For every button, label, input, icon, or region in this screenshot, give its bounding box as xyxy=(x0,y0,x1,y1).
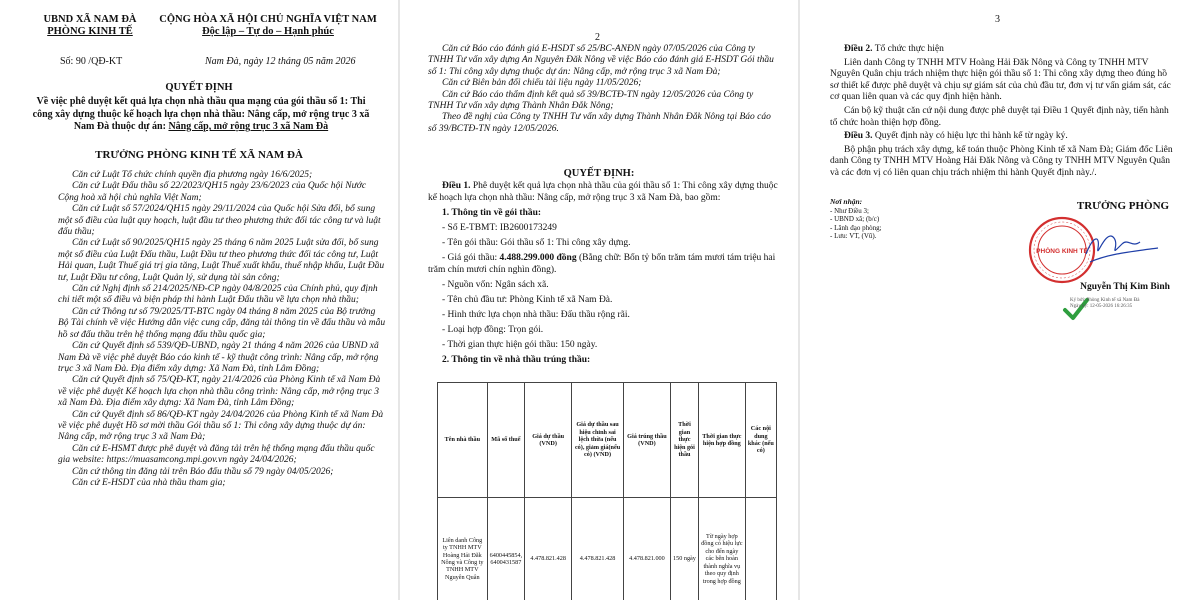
table-header-cell: Mã số thuế xyxy=(487,383,524,498)
legal-basis: Căn cứ Thông tư số 79/2025/TT-BTC ngày 04 tháng 8 năm 2025 của Bộ trưởng Bộ Tài chính về việc Hướng dẫn việc cung cấp, đăng tải thông tin về đấu thầu và mẫu hồ sơ đấu thầu trên hệ thống mạng đấu thầu quốc gia; xyxy=(58,306,386,340)
price-value: 4.488.299.000 đồng xyxy=(499,252,577,263)
table-cell: 150 ngày xyxy=(670,498,698,600)
legal-basis: Căn cứ Quyết định số 539/QĐ-UBND, ngày 21 tháng 4 năm 2026 của UBND xã Nam Đà về việc phê duyệt Báo cáo kinh tế - kỹ thuật công trình: Nâng cấp, mở rộng trục 3 xã Nam Đà. Địa điểm xây dựng: Xã Nam Đà, tỉnh Lâm Đồng; xyxy=(58,341,379,374)
table-header-cell: Thời gian thực hiện gói thầu xyxy=(670,383,698,498)
table-cell: 4.478.821.000 xyxy=(623,498,670,600)
legal-basis: Căn cứ Luật số 90/2025/QH15 ngày 25 tháng 6 năm 2025 Luật sửa đổi, bổ sung một số điều của Luật Đấu thầu, Luật Đầu tư theo phương thức đối tác công tư, Luật Hải quan, Luật Thuế giá trị gia tăng, Luật Thuế xuất khẩu, thuế nhập khẩu, Luật Đầu tư, Luật Đầu tư công, Luật Quản lý, sử dụng tài sản công; xyxy=(58,238,385,283)
section-2-title: 2. Thông tin về nhà thầu trúng thầu: xyxy=(442,355,591,366)
legal-basis: Căn cứ thông tin đăng tải trên Báo đấu thầu số 79 ngày 04/05/2026; xyxy=(72,466,334,477)
articles-2-3 xyxy=(830,44,1176,182)
table-header-cell: Giá trúng thầu (VND) xyxy=(623,383,670,498)
table-row xyxy=(438,498,777,600)
document-page-2 xyxy=(400,0,798,600)
table-header-cell: Giá dự thầu (VND) xyxy=(525,383,572,498)
decision-subject xyxy=(20,96,382,134)
legal-basis: Theo đề nghị của Công ty TNHH Tư vấn xây dựng Thành Nhân Đắk Nông tại Báo cáo số 39/BCTĐ-TN ngày 12/05/2026. xyxy=(428,112,771,134)
recipients-title: Nơi nhận: xyxy=(830,197,863,206)
legal-basis: Căn cứ Báo cáo thẩm định kết quả số 39/BCTĐ-TN ngày 12/05/2026 của Công ty TNHH Tư vấn xây dựng Thành Nhân Đắk Nông; xyxy=(428,89,754,112)
recipient-item: - UBND xã; (b/c) xyxy=(830,215,880,224)
subject-line-2: công xây dựng thuộc kế hoạch lựa chọn nhà thầu: Nâng cấp, mở rộng trục 3 xã xyxy=(32,108,370,120)
article-2-para-1: Liên danh Công ty TNHH MTV Hoàng Hải Đăk Nông và Công ty TNHH MTV Nguyên Quân chịu trách nhiệm thực hiện gói thầu số 1: Thi công xây dựng theo đúng hồ sơ thiết kế được phê duyệt và chịu sự giám sát của chủ đầu tư, đơn vị tư vấn giám sát, các cơ quan liên quan và các quy định hiện hành. xyxy=(830,57,1171,103)
funding-source: - Nguồn vốn: Ngân sách xã. xyxy=(442,279,549,290)
legal-basis: Căn cứ Quyết định số 75/QĐ-KT, ngày 21/4/2026 của Phòng Kinh tế xã Nam Đà về việc phê duyệt Kế hoạch lựa chọn nhà thầu công trình: Nâng cấp, mở rộng trục 3 xã Nam Đà. Địa điểm xây dựng: Xã Nam Đà, tỉnh Lâm Đồng; xyxy=(58,375,381,409)
section-1-title: 1. Thông tin về gói thầu: xyxy=(442,207,542,218)
digital-signature-info xyxy=(1026,298,1196,310)
subject-line-3b: Nâng cấp, mở rộng trục 3 xã Nam Đà xyxy=(168,121,329,132)
table-header-row xyxy=(438,383,777,498)
recipients-block xyxy=(830,198,990,241)
signer-title: TRƯỞNG PHÒNG xyxy=(1076,200,1170,212)
legal-basis: Căn cứ Báo cáo đánh giá E-HSDT số 25/BC-ANĐN ngày 07/05/2026 của Công ty TNHH Tư vấn xây dựng An Nguyên Đăk Nông về việc Báo cáo đánh giá E-HSDT Gói thầu số 1: Thi công xây dựng thuộc dự án: Nâng cấp, mở rộng trục 3 xã Nam Đà; xyxy=(428,44,774,77)
table-header-cell: Thời gian thực hiện hợp đồng xyxy=(698,383,745,498)
national-motto xyxy=(148,14,388,38)
decision-title: QUYẾT ĐỊNH xyxy=(165,82,233,93)
issuing-agency xyxy=(40,14,140,38)
motto-line-1: CỘNG HÒA XÃ HỘI CHỦ NGHĨA VIỆT NAM xyxy=(159,14,377,25)
recipient-item: - Lưu: VT, (Vũ). xyxy=(830,232,877,241)
article-1-intro xyxy=(428,181,778,204)
price-label: - Giá gói thầu: xyxy=(442,252,500,263)
table-cell: 6400445854, 6400431587 xyxy=(487,498,524,600)
legal-basis: Căn cứ Biên bản đối chiếu tài liệu ngày 11/05/2026; xyxy=(442,78,642,89)
table-cell: Từ ngày hợp đồng có hiệu lực cho đến ngày các bên hoàn thành nghĩa vụ theo quy định trong hợp đồng xyxy=(698,498,745,600)
table-cell: Liên danh Công ty TNHH MTV Hoàng Hải Đăk Nông và Công ty TNHH MTV Nguyên Quân xyxy=(438,498,488,600)
article-1-label: Điều 1. xyxy=(442,181,471,191)
legal-basis: Căn cứ Nghị định số 214/2025/NĐ-CP ngày 04/8/2025 của Chính phủ, quy định chi tiết một số điều và biện pháp thi hành Luật Đấu thầu về lựa chọn nhà thầu; xyxy=(58,284,378,306)
contract-type: - Loại hợp đồng: Trọn gói. xyxy=(442,324,544,335)
agency-name: UBND XÃ NAM ĐÀ xyxy=(43,14,137,25)
legal-bases-continued xyxy=(428,44,778,135)
table-cell: 4.478.821.428 xyxy=(525,498,572,600)
esign-date: Ngày ký: 12-05-2026 16:26:35 xyxy=(1070,304,1133,309)
place-date: Nam Đà, ngày 12 tháng 05 năm 2026 xyxy=(205,56,356,67)
subject-line-3a: Nam Đà thuộc dự án: xyxy=(73,121,169,132)
legal-basis: Căn cứ Luật Tổ chức chính quyền địa phương ngày 16/6/2025; xyxy=(72,170,313,180)
table-header-cell: Giá dự thầu sau hiệu chỉnh sai lệch thừa (nếu có), giảm giá(nếu có) (VND) xyxy=(572,383,624,498)
legal-basis: Căn cứ Luật số 57/2024/QH15 ngày 29/11/2024 của Quốc hội Sửa đổi, bổ sung một số điều của luật quy hoạch, luật đầu tư theo phương thức đối tác công tư và luật đấu thầu; xyxy=(58,204,381,238)
esign-signed-by: Ký bởi: Phòng Kinh tế xã Nam Đà xyxy=(1070,298,1140,303)
agency-department: PHÒNG KINH TẾ xyxy=(47,26,133,37)
article-3-label: Điều 3. xyxy=(844,131,873,142)
article-2-heading xyxy=(830,44,1176,56)
article-3-heading xyxy=(830,131,1176,143)
investor-name: - Tên chủ đầu tư: Phòng Kinh tế xã Nam Đà. xyxy=(442,294,613,305)
subject-line-1: Về việc phê duyệt kết quả lựa chọn nhà thầu qua mạng của gói thầu số 1: Thi xyxy=(36,96,366,107)
package-duration: - Thời gian thực hiện gói thầu: 150 ngày. xyxy=(442,340,598,351)
signer-name: Nguyễn Thị Kim Bình xyxy=(1080,282,1170,292)
article-3-para: Bộ phận phụ trách xây dựng, kế toán thuộc Phòng Kinh tế xã Nam Đà; Giám đốc Liên danh Công ty TNHH MTV Hoàng Hải Đăk Nông và Công ty TNHH MTV Nguyên Quân và các đơn vị có liên quan chịu trách nhiệm thi hành Quyết định này./. xyxy=(830,144,1173,178)
legal-bases-list xyxy=(58,170,388,489)
legal-basis: Căn cứ E-HSMT được phê duyệt và đăng tải trên hệ thống mạng đấu thầu quốc gia website: https://muasamcong.mpi.gov.vn ngày 24/04/2026; xyxy=(58,443,375,466)
price-in-words: (Bằng chữ: Bốn tỷ bốn trăm tám mươi tám triệu hai trăm chín mươi chín nghìn đồng). xyxy=(428,252,776,275)
motto-line-2: Độc lập – Tự do – Hạnh phúc xyxy=(202,26,334,37)
legal-basis: Căn cứ E-HSDT của nhà thầu tham gia; xyxy=(72,477,226,488)
handwritten-signature xyxy=(1086,236,1158,262)
page-number: 2 xyxy=(595,32,600,43)
authority-title: TRƯỞNG PHÒNG KINH TẾ XÃ NAM ĐÀ xyxy=(95,149,303,161)
table-cell: 4.478.821.428 xyxy=(572,498,624,600)
article-2-label: Điều 2. xyxy=(844,44,873,54)
package-name: - Tên gói thầu: Gói thầu số 1: Thi công xây dựng. xyxy=(442,237,631,248)
article-2-title: Tổ chức thực hiện xyxy=(872,44,944,54)
table-header-cell: Tên nhà thầu xyxy=(438,383,488,498)
document-page-3 xyxy=(800,0,1200,600)
package-price xyxy=(428,253,778,276)
selection-method: - Hình thức lựa chọn nhà thầu: Đấu thầu rộng rãi. xyxy=(442,309,630,320)
recipient-item: - Như Điều 3; xyxy=(830,206,869,215)
article-1 xyxy=(428,181,778,370)
decides-heading: QUYẾT ĐỊNH: xyxy=(563,168,635,179)
official-seal-and-signature xyxy=(1028,214,1168,286)
recipient-item: - Lãnh đạo phòng; xyxy=(830,223,882,232)
page-number: 3 xyxy=(995,14,1000,25)
article-3-text: Quyết định này có hiệu lực thi hành kể từ ngày ký. xyxy=(872,131,1068,142)
document-number: Số: 90 /QĐ-KT xyxy=(60,56,123,67)
legal-basis: Căn cứ Quyết định số 86/QĐ-KT ngày 24/04/2026 của Phòng Kinh tế xã Nam Đà về việc phê duyệt Hồ sơ mời thầu Gói thầu số 1: Thi công xây dựng thuộc dự án: Nâng cấp, mở rộng trục 3 xã Nam Đà; xyxy=(58,409,384,443)
official-seal-icon xyxy=(1030,218,1094,282)
article-2-para-2: Cán bộ kỹ thuật căn cứ nội dung được phê duyệt tại Điều 1 Quyết định này, tiến hành tổ chức hoàn thiện hợp đồng. xyxy=(830,105,1169,128)
winning-bidder-table xyxy=(437,382,777,600)
legal-basis: Căn cứ Luật Đấu thầu số 22/2023/QH15 ngày 23/6/2023 của Quốc hội Nước Cộng hoà xã hội chủ nghĩa Việt Nam; xyxy=(58,181,367,203)
document-header xyxy=(0,14,398,54)
seal-center-text: PHÒNG KINH TẾ xyxy=(1036,248,1088,255)
article-1-text: Phê duyệt kết quả lựa chọn nhà thầu của gói thầu số 1: Thi công xây dựng thuộc kế hoạch lựa chọn nhà thầu: Nâng cấp, mở rộng trục 3 xã Nam Đà, bao gồm: xyxy=(428,181,778,203)
table-header-cell: Các nội dung khác (nếu có) xyxy=(745,383,776,498)
document-page-1 xyxy=(0,0,398,600)
subject-line-3 xyxy=(20,121,382,134)
table-cell xyxy=(745,498,776,600)
tender-notice-number: - Số E-TBMT: IB2600173249 xyxy=(442,222,557,233)
